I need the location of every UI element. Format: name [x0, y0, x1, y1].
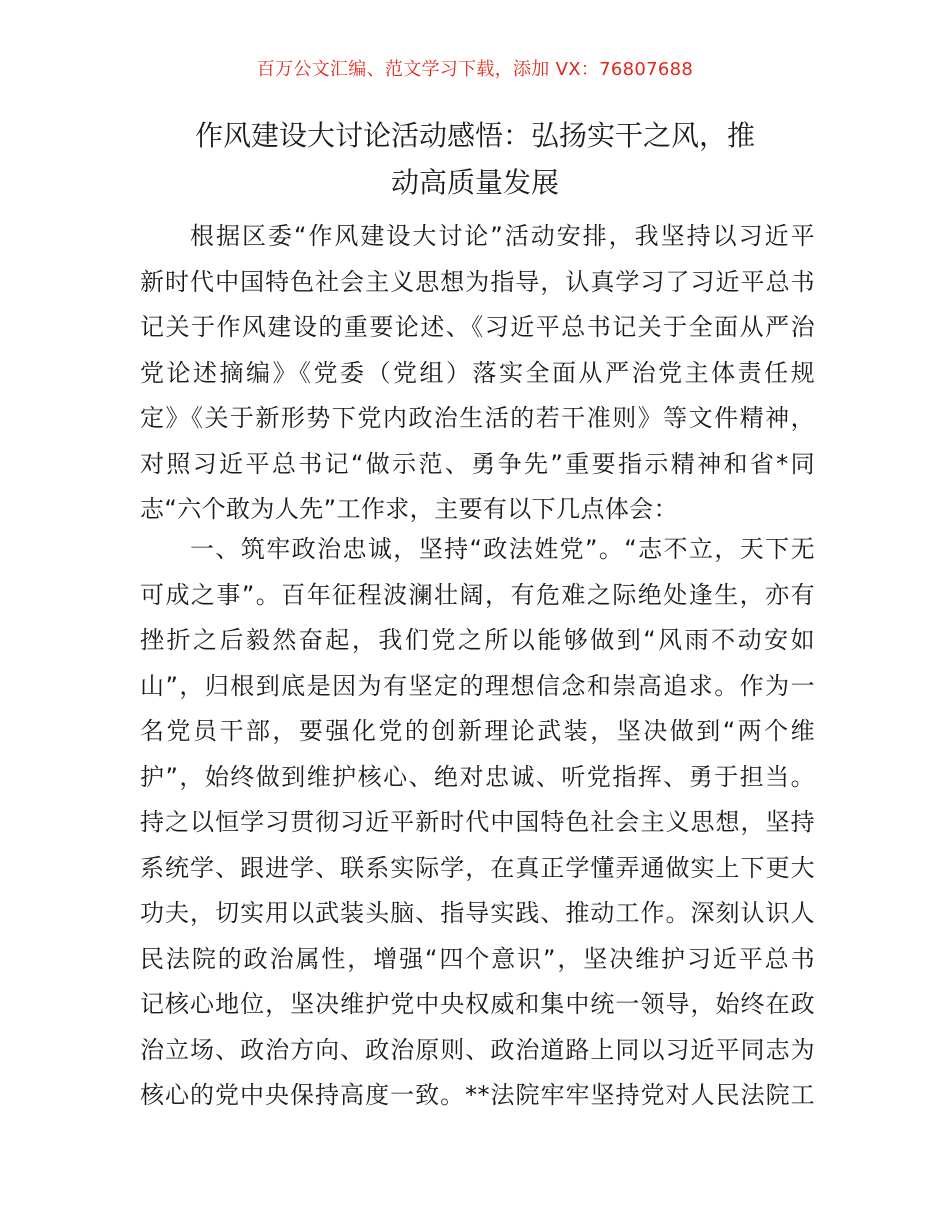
text-line: 民法院的政治属性，增强“四个意识”，坚决维护习近平总书 — [140, 944, 815, 973]
text-line: 挫折之后毅然奋起，我们党之所以能够做到“风雨不动安如 — [140, 626, 815, 654]
paragraph-intro — [140, 214, 815, 533]
text-line: 山”，归根到底是因为有坚定的理想信念和崇高追求。作为一 — [140, 671, 815, 700]
text-line: 名党员干部，要强化党的创新理论武装，坚决做到“两个维 — [140, 717, 815, 745]
title-line-1: 作风建设大讨论活动感悟：弘扬实干之风，推 — [194, 119, 755, 152]
text-line: 持之以恒学习贯彻习近平新时代中国特色社会主义思想，坚持 — [140, 808, 815, 836]
text-line: 记核心地位，坚决维护党中央权威和集中统一领导，始终在政 — [140, 990, 815, 1018]
text-line: 治立场、政治方向、政治原则、政治道路上同以习近平同志为 — [140, 1035, 815, 1064]
text-line: 护”，始终做到维护核心、绝对忠诚、听党指挥、勇于担当。 — [140, 762, 815, 791]
title-line-2: 动高质量发展 — [390, 166, 559, 199]
text-line: 志“六个敢为人先”工作求，主要有以下几点体会： — [140, 495, 679, 523]
paragraph-section-1 — [140, 527, 815, 1119]
text-line: 对照习近平总书记“做示范、勇争先”重要指示精神和省*同 — [140, 449, 815, 478]
document-title — [140, 112, 810, 206]
text-line: 系统学、跟进学、联系实际学，在真正学懂弄通做实上下更大 — [140, 853, 815, 882]
text-line: 新时代中国特色社会主义思想为指导，认真学习了习近平总书 — [140, 267, 815, 296]
text-line: 记关于作风建设的重要论述、《习近平总书记关于全面从严治 — [140, 313, 815, 341]
text-line: 功夫，切实用以武装头脑、指导实践、推动工作。深刻认识人 — [140, 899, 815, 927]
text-line: 根据区委“作风建设大讨论”活动安排，我坚持以习近平 — [190, 222, 815, 250]
text-line: 党论述摘编》《党委（党组）落实全面从严治党主体责任规 — [140, 358, 815, 387]
text-line: 可成之事”。百年征程波澜壮阔，有危难之际绝处逢生，亦有 — [140, 580, 815, 609]
text-line: 一、筑牢政治忠诚，坚持“政法姓党”。“志不立，天下无 — [190, 535, 815, 563]
header-watermark: 百万公文汇编、范文学习下载，添加 VX：76807688 — [256, 59, 694, 80]
text-line: 定》《关于新形势下党内政治生活的若干准则》等文件精神， — [140, 404, 815, 432]
text-line: 核心的党中央保持高度一致。**法院牢牢坚持党对人民法院工 — [140, 1081, 815, 1109]
